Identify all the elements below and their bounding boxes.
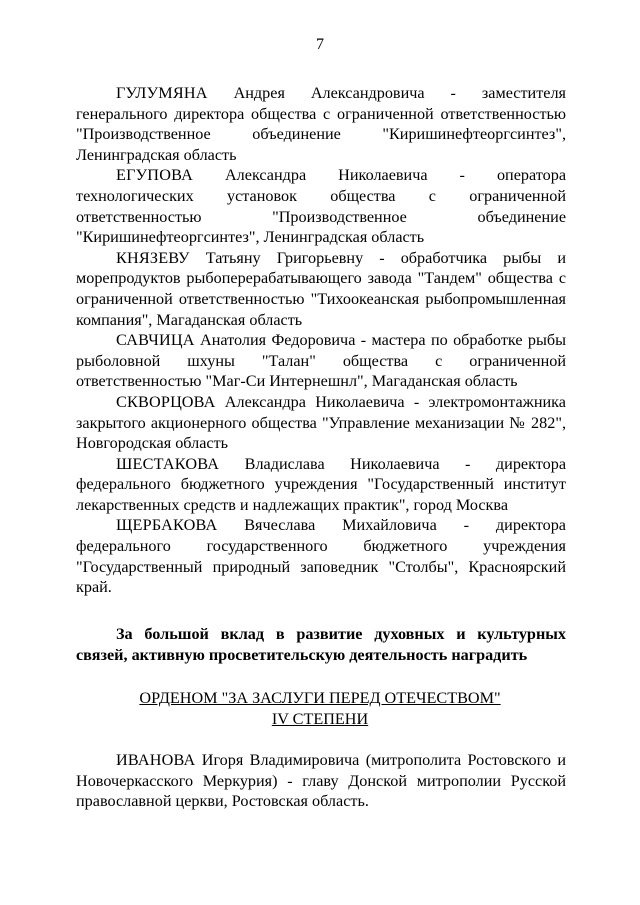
surname: КНЯЗЕВУ: [116, 248, 190, 267]
list-item: [76, 750, 566, 812]
surname: СКВОРЦОВА: [116, 392, 216, 411]
entry-text: Вячеслава Михайловича - директора федерального государственного бюджетного учреждения "Государственный природный заповедник "Столбы", Красноярский край.: [76, 516, 566, 597]
final-award-list: [76, 750, 566, 812]
award-list: [76, 83, 566, 598]
list-item: [76, 83, 566, 165]
surname: ШЕСТАКОВА: [116, 454, 220, 473]
order-title-line2: IV СТЕПЕНИ: [271, 709, 369, 728]
surname: ИВАНОВА: [116, 751, 196, 769]
entry-text: Игоря Владимировича (митрополита Ростовского и Новочеркасского Меркурия) - главу Донской митрополии Русской православной церкви, Ростовская область.: [76, 751, 566, 811]
entry-text: Андрея Александровича - заместителя генерального директора общества с ограниченной ответственностью "Производственное объединение "Киришинефтеоргсинтез", Ленинградская область: [76, 84, 566, 164]
list-item: [76, 165, 566, 247]
award-intro: За большой вклад в развитие духовных и культурных связей, активную просветительскую деятельность наградить: [76, 625, 566, 664]
surname: САВЧИЦА: [116, 331, 195, 350]
entry-text: Владислава Николаевича - директора федерального бюджетного учреждения "Государственный институт лекарственных средств и надлежащих практик", город Москва: [76, 454, 566, 514]
surname: ЕГУПОВА: [116, 166, 193, 185]
list-item: [76, 392, 566, 454]
entry-text: Александра Николаевича - оператора технологических установок общества с ограниченной ответственностью "Производственное объединение "Киришинефтеоргсинтез", Ленинградская область: [76, 166, 566, 247]
entry-text: Анатолия Федоровича - мастера по обработке рыбы рыболовной шхуны "Талан" общества с ограниченной ответственностью "Маг-Си Интернешнл", Магаданская область: [76, 331, 566, 391]
list-item: [76, 515, 566, 597]
surname: ЩЕРБАКОВА: [116, 516, 218, 535]
page-number: 7: [316, 36, 324, 53]
surname: ГУЛУМЯНА: [116, 84, 208, 102]
entry-text: Александра Николаевича - электромонтажника закрытого акционерного общества "Управление механизации № 282", Новгородская область: [76, 392, 566, 453]
list-item: [76, 330, 566, 392]
list-item: [76, 248, 566, 330]
entry-text: Татьяну Григорьевну - обработчика рыбы и морепродуктов рыбоперерабатывающего завода "Тандем" общества с ограниченной ответственностью "Тихоокеанская рыбопромышленная компания", Магаданская область: [76, 248, 566, 329]
order-title-line1: ОРДЕНОМ "ЗА ЗАСЛУГИ ПЕРЕД ОТЕЧЕСТВОМ": [139, 689, 501, 707]
order-title: [0, 688, 640, 729]
list-item: [76, 454, 566, 516]
